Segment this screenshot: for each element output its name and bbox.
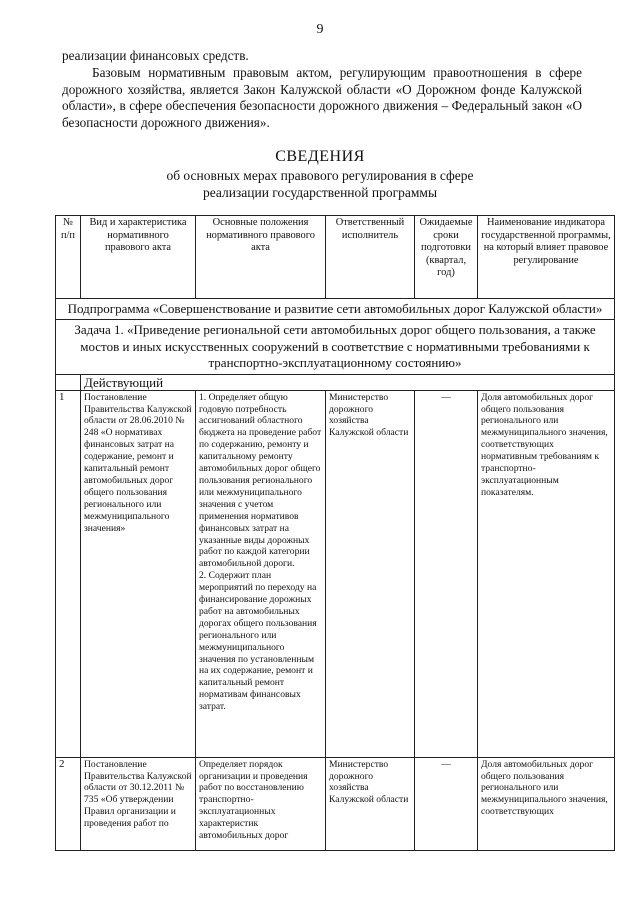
- header-term: Ожидаемые сроки подготовки (квартал, год): [415, 216, 478, 299]
- intro-text: [62, 48, 582, 132]
- header-indicator: Наименование индикатора государственной программы, на который влияет правовое регулирование: [478, 216, 615, 299]
- acting-label: Действующий: [81, 374, 615, 390]
- section-title: СВЕДЕНИЯ: [275, 148, 365, 165]
- header-provisions: Основные положения нормативного правового акта: [196, 216, 326, 299]
- subtitle-line-2: реализации государственной программы: [202, 185, 438, 200]
- row-2-num: 2: [56, 757, 81, 850]
- row-1-provisions: 1. Определяет общую годовую потребность ассигнований областного бюджета на проведение работ по содержанию, ремонту и капитальному ремонту автомобильных дорог общего пользования регионального или межмуниципального значения с учетом применения нормативов финансовых затрат на указанные виды дорожных работ по каждой категории автомобильной дороги. 2. Содержит план мероприятий по переходу на финансирование дорожных работ на автомобильных дорогах общего пользования регионального или межмуниципального значения по установленным на их содержание, ремонт и капитальный ремонт нормативам финансовых затрат.: [196, 390, 326, 757]
- table-row: [56, 390, 615, 757]
- header-num: № п/п: [56, 216, 81, 299]
- row-1-act: Постановление Правительства Калужской области от 28.06.2010 № 248 «О нормативах финансовых затрат на содержание, ремонт и капитальный ремонт автомобильных дорог общего пользования регионального или межмуниципального значения»: [81, 390, 196, 757]
- row-1-num: 1: [56, 390, 81, 757]
- header-executor: Ответственный исполнитель: [326, 216, 415, 299]
- row-2-executor: Министерство дорожного хозяйства Калужской области: [326, 757, 415, 850]
- intro-paragraph: Базовым нормативным правовым актом, регулирующим правоотношения в сфере дорожного хозяйства, является Закон Калужской области «О Дорожном фонде Калужской области», в сфере обеспечения безопасности дорожного движения – Федеральный закон «О безопасности дорожного движения».: [62, 64, 582, 131]
- section-subtitle: [0, 167, 640, 201]
- table-header-row: [56, 216, 615, 299]
- row-2-term: —: [415, 757, 478, 850]
- task-row: [56, 320, 615, 374]
- subprogram-row: [56, 299, 615, 320]
- row-2-act: Постановление Правительства Калужской области от 30.12.2011 № 735 «Об утверждении Правил организации и проведения работ по: [81, 757, 196, 850]
- acting-row: [56, 374, 615, 390]
- row-2-indicator: Доля автомобильных дорог общего пользования регионального или межмуниципального значения, соответствующих: [478, 757, 615, 850]
- subtitle-line-1: об основных мерах правового регулирования в сфере: [166, 168, 474, 183]
- intro-line-1: реализации финансовых средств.: [62, 48, 249, 63]
- subprogram-title: Подпрограмма «Совершенствование и развитие сети автомобильных дорог Калужской области»: [56, 299, 615, 320]
- table-row: [56, 757, 615, 850]
- task-title: Задача 1. «Приведение региональной сети автомобильных дорог общего пользования, а также мостов и иных искусственных сооружений в соответствие с нормативными требованиями к транспортно-эксплуатационному состоянию»: [56, 320, 615, 374]
- row-1-term: —: [415, 390, 478, 757]
- legal-measures-table: [55, 215, 615, 851]
- row-1-indicator: Доля автомобильных дорог общего пользования регионального или межмуниципального значения, соответствующих нормативным требованиям к транспортно-эксплуатационным показателям.: [478, 390, 615, 757]
- page-number: 9: [316, 22, 324, 37]
- header-act-type: Вид и характеристика нормативного правового акта: [81, 216, 196, 299]
- row-2-provisions: Определяет порядок организации и проведения работ по восстановлению транспортно-эксплуатационных характеристик автомобильных дорог: [196, 757, 326, 850]
- acting-empty-cell: [56, 374, 81, 390]
- row-1-executor: Министерство дорожного хозяйства Калужской области: [326, 390, 415, 757]
